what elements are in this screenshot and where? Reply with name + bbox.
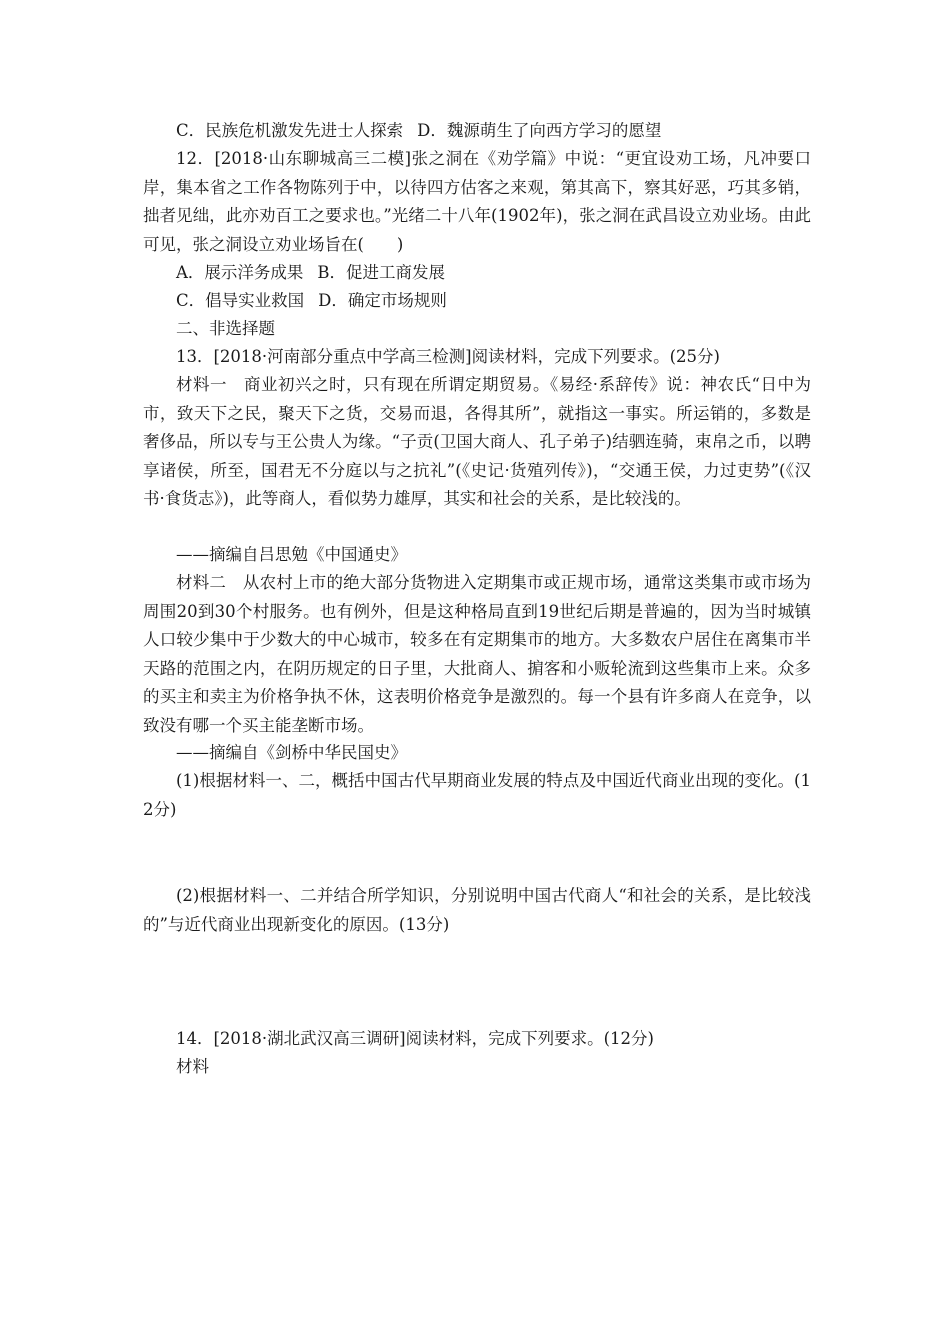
q13-material-one: 材料一 商业初兴之时，只有现在所谓定期贸易。《易经·系辞传》说：神农氏“日中为市，致天下之民，聚天下之货，交易而退，各得其所”，就指这一事实。所运销的，多数是奢侈品，所以专与王公贵人为缘。“子贡(卫国大商人、孔子弟子)结驷连骑，束帛之币，以聘享诸侯，所至，国君无不分庭以与之抗礼”(《史记·货殖列传》)，“交通王侯，力过吏势”(《汉书·食货志》)，此等商人，看似势力雄厚，其实和社会的关系，是比较浅的。 (143, 375, 811, 508)
q13-stem: 13．[2018·河南部分重点中学高三检测]阅读材料，完成下列要求。(25分) (176, 347, 720, 366)
q14-material-label: 材料 (176, 1057, 209, 1076)
q13-sub-question-2: (2)根据材料一、二并结合所学知识，分别说明中国古代商人“和社会的关系，是比较浅的”与近代商业出现新变化的原因。(13分) (143, 886, 811, 934)
q13-source-two: ——摘编自《剑桥中华民国史》 (176, 743, 407, 762)
q13-sub-question-1: (1)根据材料一、二，概括中国古代早期商业发展的特点及中国近代商业出现的变化。(12分) (143, 771, 811, 819)
q13-material-two: 材料二 从农村上市的绝大部分货物进入定期集市或正规市场，通常这类集市或市场为周围20到30个村服务。也有例外，但是这种格局直到19世纪后期是普遍的，因为当时城镇人口较少集中于少数大的中心城市，较多在有定期集市的地方。大多数农户居住在离集市半天路的范围之内，在阴历规定的日子里，大批商人、掮客和小贩轮流到这些集市上来。众多的买主和卖主为价格争执不休，这表明价格竞争是激烈的。每一个县有许多商人在竞争，以致没有哪一个买主能垄断市场。 (143, 573, 811, 735)
q12-options-cd (176, 287, 447, 316)
q11-options-cd (176, 117, 661, 146)
q12-option-a: A．展示洋务成果 (176, 263, 304, 282)
q12-options-ab (176, 259, 445, 288)
q11-option-d: D．魏源萌生了向西方学习的愿望 (417, 121, 662, 140)
q12-stem: 12．[2018·山东聊城高三二模]张之洞在《劝学篇》中说：“更宜设劝工场，凡冲要口岸，集本省之工作各物陈列于中，以待四方估客之来观，第其高下，察其好恶，巧其多销，拙者见绌，此亦劝百工之要求也。”光绪二十八年(1902年)，张之洞在武昌设立劝业场。由此可见，张之洞设立劝业场旨在( ) (143, 149, 811, 254)
q12-option-d: D．确定市场规则 (318, 291, 447, 310)
section-two-heading: 二、非选择题 (176, 319, 275, 338)
q12-option-c: C．倡导实业救国 (176, 291, 305, 310)
q14-stem: 14．[2018·湖北武汉高三调研]阅读材料，完成下列要求。(12分) (176, 1029, 654, 1048)
q12-option-b: B．促进工商发展 (317, 263, 446, 282)
q13-source-one: ——摘编自吕思勉《中国通史》 (176, 545, 407, 564)
q11-option-c: C．民族危机激发先进士人探索 (176, 121, 404, 140)
